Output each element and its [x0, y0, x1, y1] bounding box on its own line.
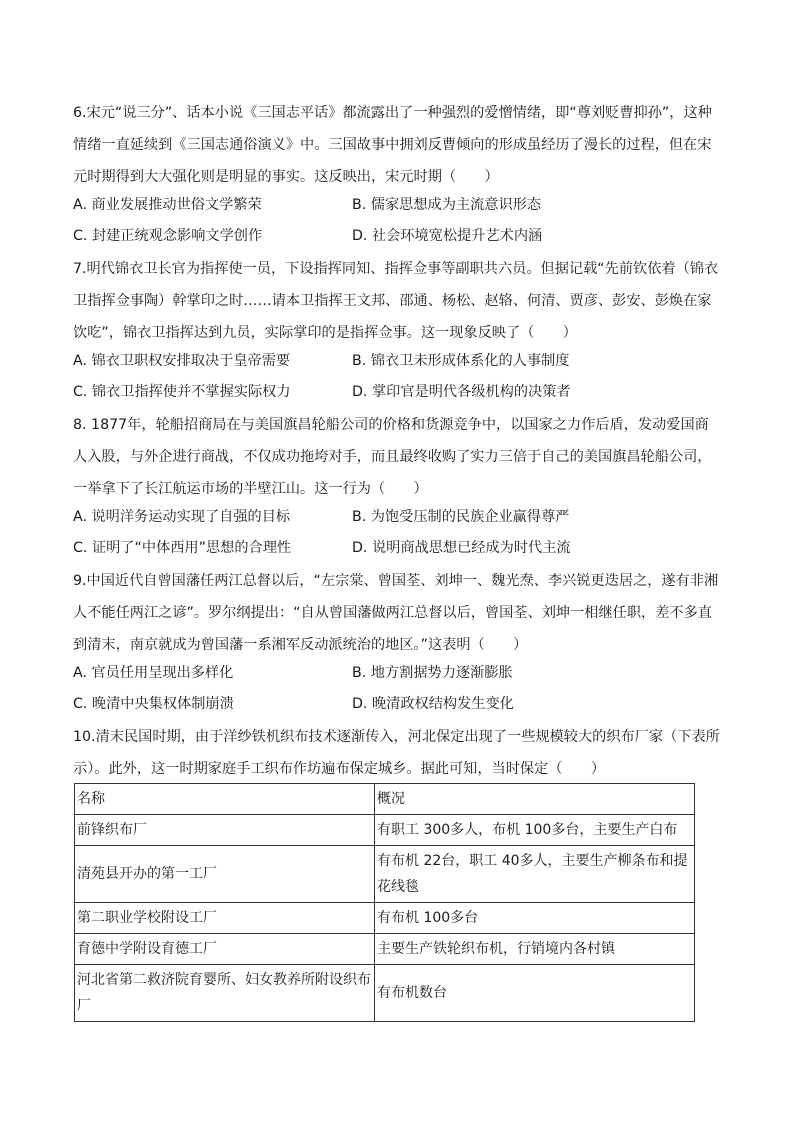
option-6b[interactable]: B. 儒家思想成为主流意识形态 [352, 197, 542, 213]
option-9c[interactable]: C. 晚清中央集权体制崩溃 [73, 696, 234, 712]
option-7c[interactable]: C. 锦衣卫指挥使并不掌握实际权力 [73, 384, 291, 400]
question-6-options [73, 190, 721, 252]
table-row [75, 934, 695, 965]
table-row [75, 846, 695, 903]
table-header-overview: 概况 [375, 784, 695, 815]
question-10-stem: 10.清末民国时期，由于洋纱铁机织布技术逐渐传入，河北保定出现了一些规模较大的织布厂家（下表所示）。此外，这一时期家庭手工织布作坊遍布保定城乡。据此可知，当时保定（ ） [73, 729, 720, 777]
option-9a[interactable]: A. 官员任用呈现出多样化 [73, 665, 234, 681]
question-6 [73, 97, 721, 193]
table-cell-overview: 有布机 22台，职工 40多人，主要生产柳条布和提花线毯 [375, 846, 695, 903]
table-row [75, 965, 695, 1022]
option-9b[interactable]: B. 地方割据势力逐渐膨胀 [352, 665, 513, 681]
table-header-row [75, 784, 695, 815]
table-row [75, 815, 695, 846]
option-8a[interactable]: A. 说明洋务运动实现了自强的目标 [73, 509, 291, 525]
question-9 [73, 565, 721, 661]
question-10 [73, 721, 721, 785]
question-9-options [73, 658, 721, 720]
question-7-stem: 7.明代锦衣卫长官为指挥使一员，下设指挥同知、指挥佥事等副职共六员。但据记载“先前钦依着（锦衣卫指挥佥事陶）幹掌印之时……请本卫指挥王文邦、邵通、杨松、赵辂、何清、贾彦、彭安、彭焕在家饮吃”，锦衣卫指挥达到九员，实际掌印的是指挥佥事。这一现象反映了（ ） [73, 261, 719, 341]
table-row [75, 903, 695, 934]
table-cell-name: 河北省第二救济院育婴所、妇女教养所附设织布厂 [75, 965, 375, 1022]
option-8b[interactable]: B. 为饱受压制的民族企业赢得尊严 [352, 509, 570, 525]
option-6c[interactable]: C. 封建正统观念影响文学创作 [73, 228, 263, 244]
question-8-options [73, 502, 721, 564]
question-6-stem: 6.宋元“说三分”、话本小说《三国志平话》都流露出了一种强烈的爱憎情绪，即“尊刘贬曹抑孙”，这种情绪一直延续到《三国志通俗演义》中。三国故事中拥刘反曹倾向的形成虽经历了漫长的过程，但在宋元时期得到大大强化则是明显的事实。这反映出，宋元时期（ ） [73, 105, 712, 185]
option-8c[interactable]: C. 证明了“中体西用”思想的合理性 [73, 540, 292, 556]
table-cell-overview: 有布机数台 [375, 965, 695, 1022]
table-cell-name: 育德中学附设育德工厂 [75, 934, 375, 965]
question-7-options [73, 346, 721, 408]
question-7 [73, 253, 721, 349]
table-cell-name: 第二职业学校附设工厂 [75, 903, 375, 934]
table-cell-overview: 有布机 100多台 [375, 903, 695, 934]
option-6d[interactable]: D. 社会环境宽松提升艺术内涵 [352, 228, 543, 244]
question-9-stem: 9.中国近代自曾国藩任两江总督以后，“左宗棠、曾国荃、刘坤一、魏光焘、李兴锐更迭居之，遂有非湘人不能任两江之谚”。罗尔纲提出：“自从曾国藩做两江总督以后，曾国荃、刘坤一相继任职，差不多直到清末，南京就成为曾国藩一系湘军反动派统治的地区。”这表明（ ） [73, 573, 719, 653]
table-cell-name: 前锋织布厂 [75, 815, 375, 846]
table-cell-name: 清苑县开办的第一工厂 [75, 846, 375, 903]
question-8 [73, 409, 721, 505]
factory-table [74, 783, 695, 1022]
table-cell-overview: 有职工 300多人，布机 100多台，主要生产白布 [375, 815, 695, 846]
option-7a[interactable]: A. 锦衣卫职权安排取决于皇帝需要 [73, 353, 291, 369]
option-6a[interactable]: A. 商业发展推动世俗文学繁荣 [73, 197, 262, 213]
option-8d[interactable]: D. 说明商战思想已经成为时代主流 [352, 540, 571, 556]
table-header-name: 名称 [75, 784, 375, 815]
option-9d[interactable]: D. 晚清政权结构发生变化 [352, 696, 514, 712]
option-7b[interactable]: B. 锦衣卫未形成体系化的人事制度 [352, 353, 570, 369]
question-8-stem: 8. 1877年，轮船招商局在与美国旗昌轮船公司的价格和货源竞争中，以国家之力作后盾，发动爱国商人入股，与外企进行商战，不仅成功拖垮对手，而且最终收购了实力三倍于自己的美国旗昌轮船公司，一举拿下了长江航运市场的半壁江山。这一行为（ ） [73, 417, 712, 497]
table-cell-overview: 主要生产铁轮织布机，行销境内各村镇 [375, 934, 695, 965]
option-7d[interactable]: D. 掌印官是明代各级机构的决策者 [352, 384, 571, 400]
